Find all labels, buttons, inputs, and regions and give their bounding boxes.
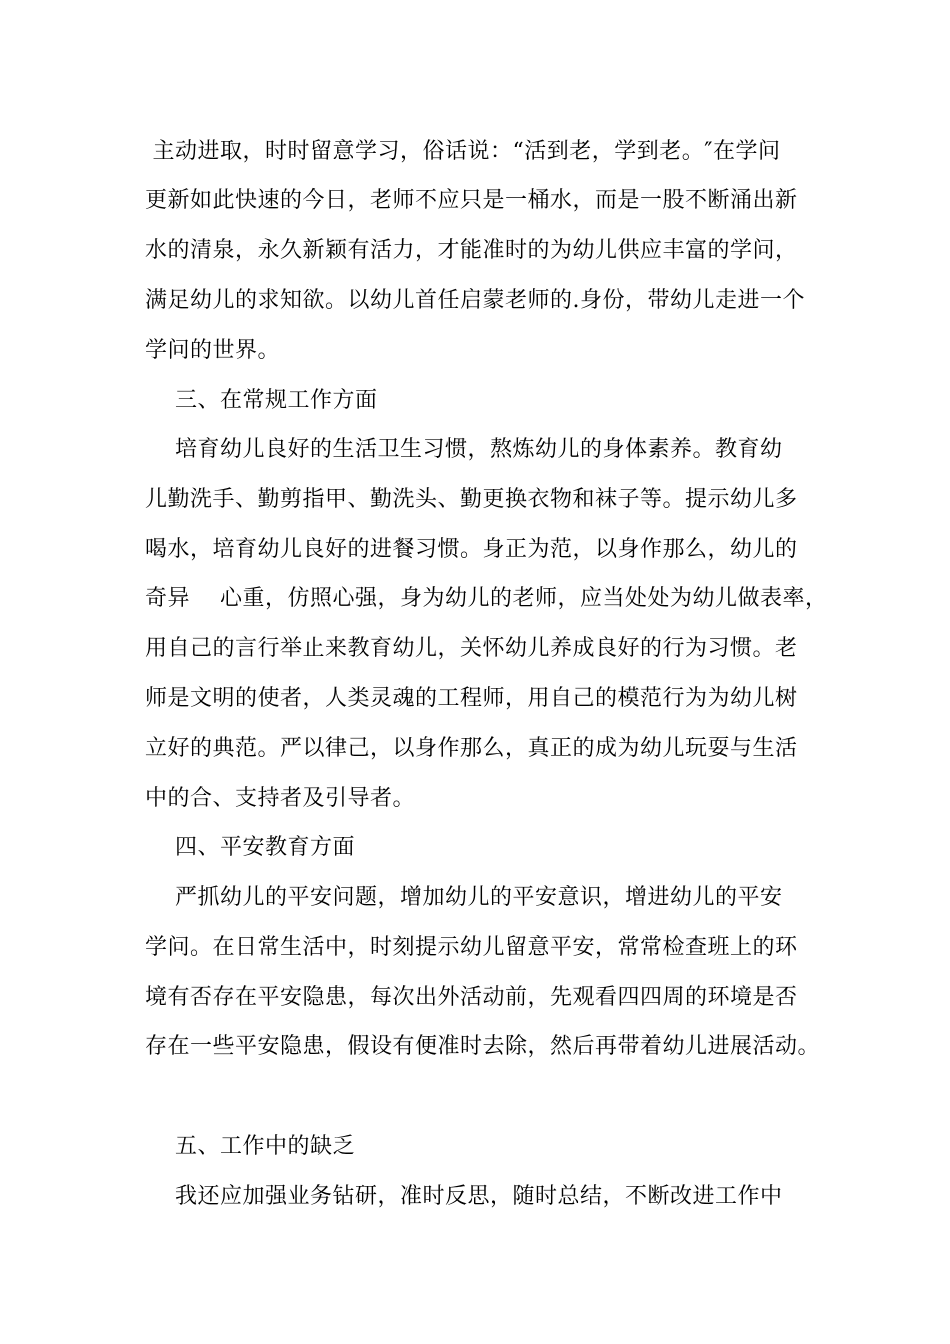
text-line: 儿勤洗手、勤剪指甲、勤洗头、勤更换衣物和袜子等。提示幼儿多 [145,487,798,512]
text-line: 师是文明的使者，人类灵魂的工程师，用自己的模范行为为幼儿树 [145,686,798,711]
text-line: 水的清泉，永久新颖有活力，才能准时的为幼儿供应丰富的学问， [145,238,798,263]
text-line: 立好的典范。严以律己，以身作那么，真正的成为幼儿玩耍与生活 [145,736,798,761]
section-heading: 三、在常规工作方面 [145,388,378,413]
text-line: 喝水，培育幼儿良好的进餐习惯。身正为范，以身作那么，幼儿的 [145,537,798,562]
text-line: 主动进取，时时留意学习，俗话说：“活到老，学到老。″在学问 [145,139,781,164]
text-line: 境有否存在平安隐患，每次出外活动前，先观看四四周的环境是否 [145,985,798,1010]
text-line: 存在一些平安隐患，假设有便准时去除，然后再带着幼儿进展活动。 [145,1034,821,1059]
text-line: 更新如此快速的今日，老师不应只是一桶水，而是一股不断涌出新 [145,188,798,213]
text-line: 学问。在日常生活中，时刻提示幼儿留意平安，常常检查班上的环 [145,935,798,960]
section-heading: 四、平安教育方面 [145,835,355,860]
text-line: 我还应加强业务钻研，准时反思，随时总结，不断改进工作中 [145,1184,783,1209]
text-line: 严抓幼儿的平安问题，增加幼儿的平安意识，增进幼儿的平安 [145,885,783,910]
text-line: 培育幼儿良好的生活卫生习惯，熬炼幼儿的身体素养。教育幼 [145,437,783,462]
section-heading: 五、工作中的缺乏 [145,1134,355,1159]
text-line: 学问的世界。 [145,338,281,363]
text-line: 满足幼儿的求知欲。以幼儿首任启蒙老师的.身份，带幼儿走进一个 [145,288,805,313]
text-line: 用自己的言行举止来教育幼儿，关怀幼儿养成良好的行为习惯。老 [145,636,798,661]
text-line: 中的合、支持者及引导者。 [145,786,416,811]
text-line: 奇异 心重，仿照心强，身为幼儿的老师，应当处处为幼儿做表率， [145,586,828,611]
